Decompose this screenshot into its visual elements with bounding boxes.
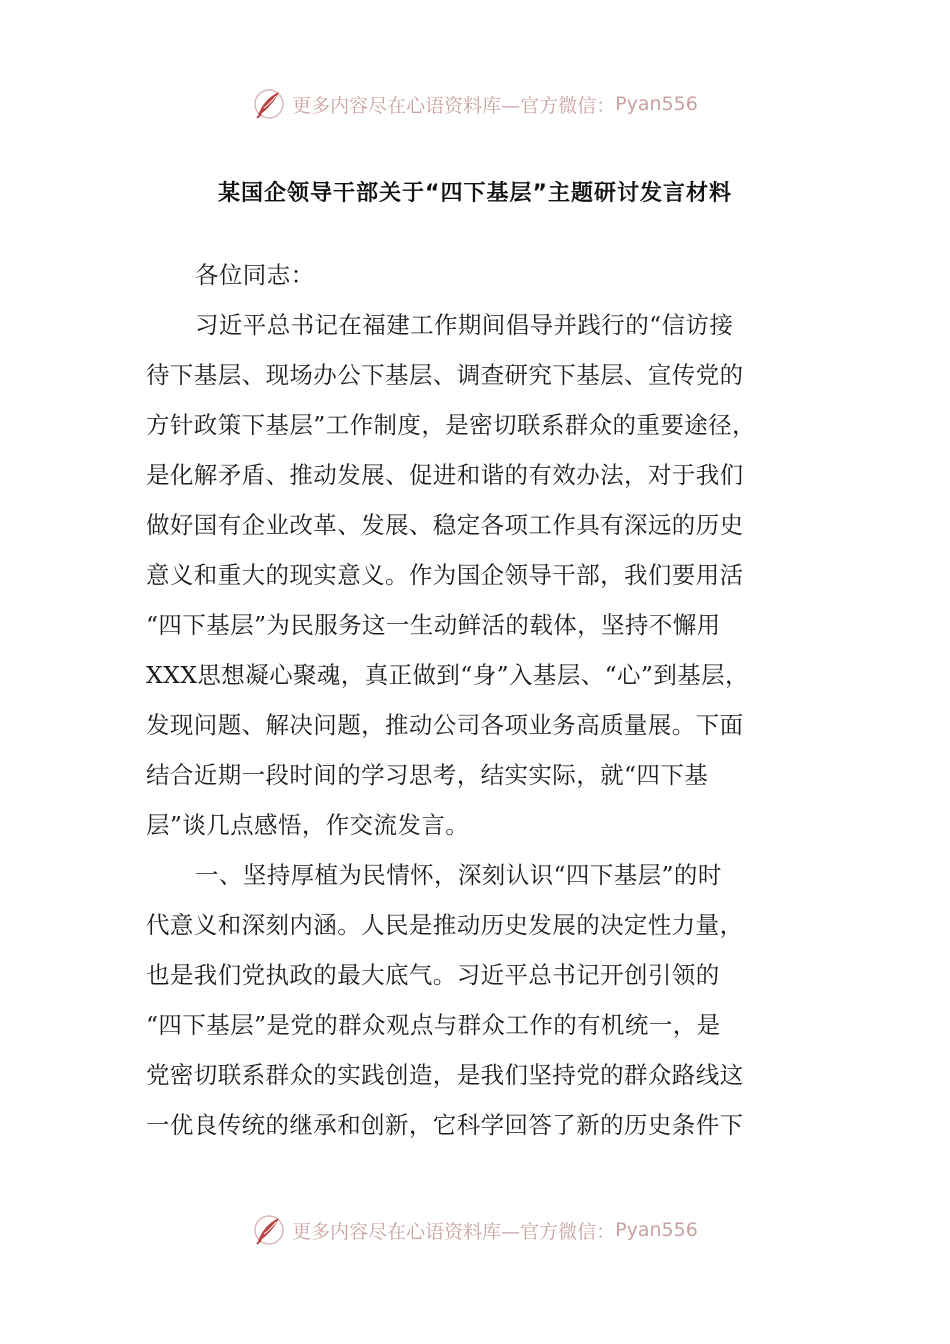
text-line: “四下基层”为民服务这一生动鲜活的载体，坚持不懈用 bbox=[146, 611, 721, 639]
text-line: 方针政策下基层”工作制度，是密切联系群众的重要途径， bbox=[146, 411, 756, 439]
footer-watermark bbox=[0, 1210, 950, 1250]
text-line: 一优良传统的继承和创新，它科学回答了新的历史条件下 bbox=[146, 1111, 744, 1139]
pen-nib-logo-icon bbox=[252, 1213, 286, 1247]
watermark-contact: Pyan556 bbox=[615, 93, 698, 115]
header-watermark bbox=[0, 84, 950, 124]
document-body bbox=[146, 250, 814, 1150]
pen-nib-logo-icon bbox=[252, 87, 286, 121]
document-title: 某国企领导干部关于“四下基层”主题研讨发言材料 bbox=[218, 181, 732, 206]
text-line: 代意义和深刻内涵。人民是推动历史发展的决定性力量， bbox=[146, 911, 744, 939]
text-line: 发现问题、解决问题，推动公司各项业务高质量展。下面 bbox=[146, 711, 744, 739]
text-line: 做好国有企业改革、发展、稳定各项工作具有深远的历史 bbox=[146, 511, 744, 539]
text-line: 各位同志： bbox=[195, 261, 315, 289]
text-line: 一、坚持厚植为民情怀，深刻认识“四下基层”的时 bbox=[195, 861, 722, 889]
text-line: 结合近期一段时间的学习思考，结实实际，就“四下基 bbox=[146, 761, 709, 789]
text-line: XXX思想凝心聚魂，真正做到“身”入基层、“心”到基层， bbox=[146, 661, 749, 689]
text-line: 党密切联系群众的实践创造，是我们坚持党的群众路线这 bbox=[146, 1061, 744, 1089]
watermark-contact: Pyan556 bbox=[615, 1219, 698, 1241]
text-line: 也是我们党执政的最大底气。习近平总书记开创引领的 bbox=[146, 961, 720, 989]
text-line: 层”谈几点感悟，作交流发言。 bbox=[146, 811, 470, 839]
text-line: 是化解矛盾、推动发展、促进和谐的有效办法，对于我们 bbox=[146, 461, 744, 489]
text-line: 待下基层、现场办公下基层、调查研究下基层、宣传党的 bbox=[146, 361, 744, 389]
watermark-slogan: 更多内容尽在心语资料库—官方微信： bbox=[292, 1220, 616, 1243]
text-line: 习近平总书记在福建工作期间倡导并践行的“信访接 bbox=[195, 311, 734, 339]
text-line: “四下基层”是党的群众观点与群众工作的有机统一，是 bbox=[146, 1011, 721, 1039]
text-line: 意义和重大的现实意义。作为国企领导干部，我们要用活 bbox=[146, 561, 744, 589]
watermark-slogan: 更多内容尽在心语资料库—官方微信： bbox=[292, 94, 616, 117]
